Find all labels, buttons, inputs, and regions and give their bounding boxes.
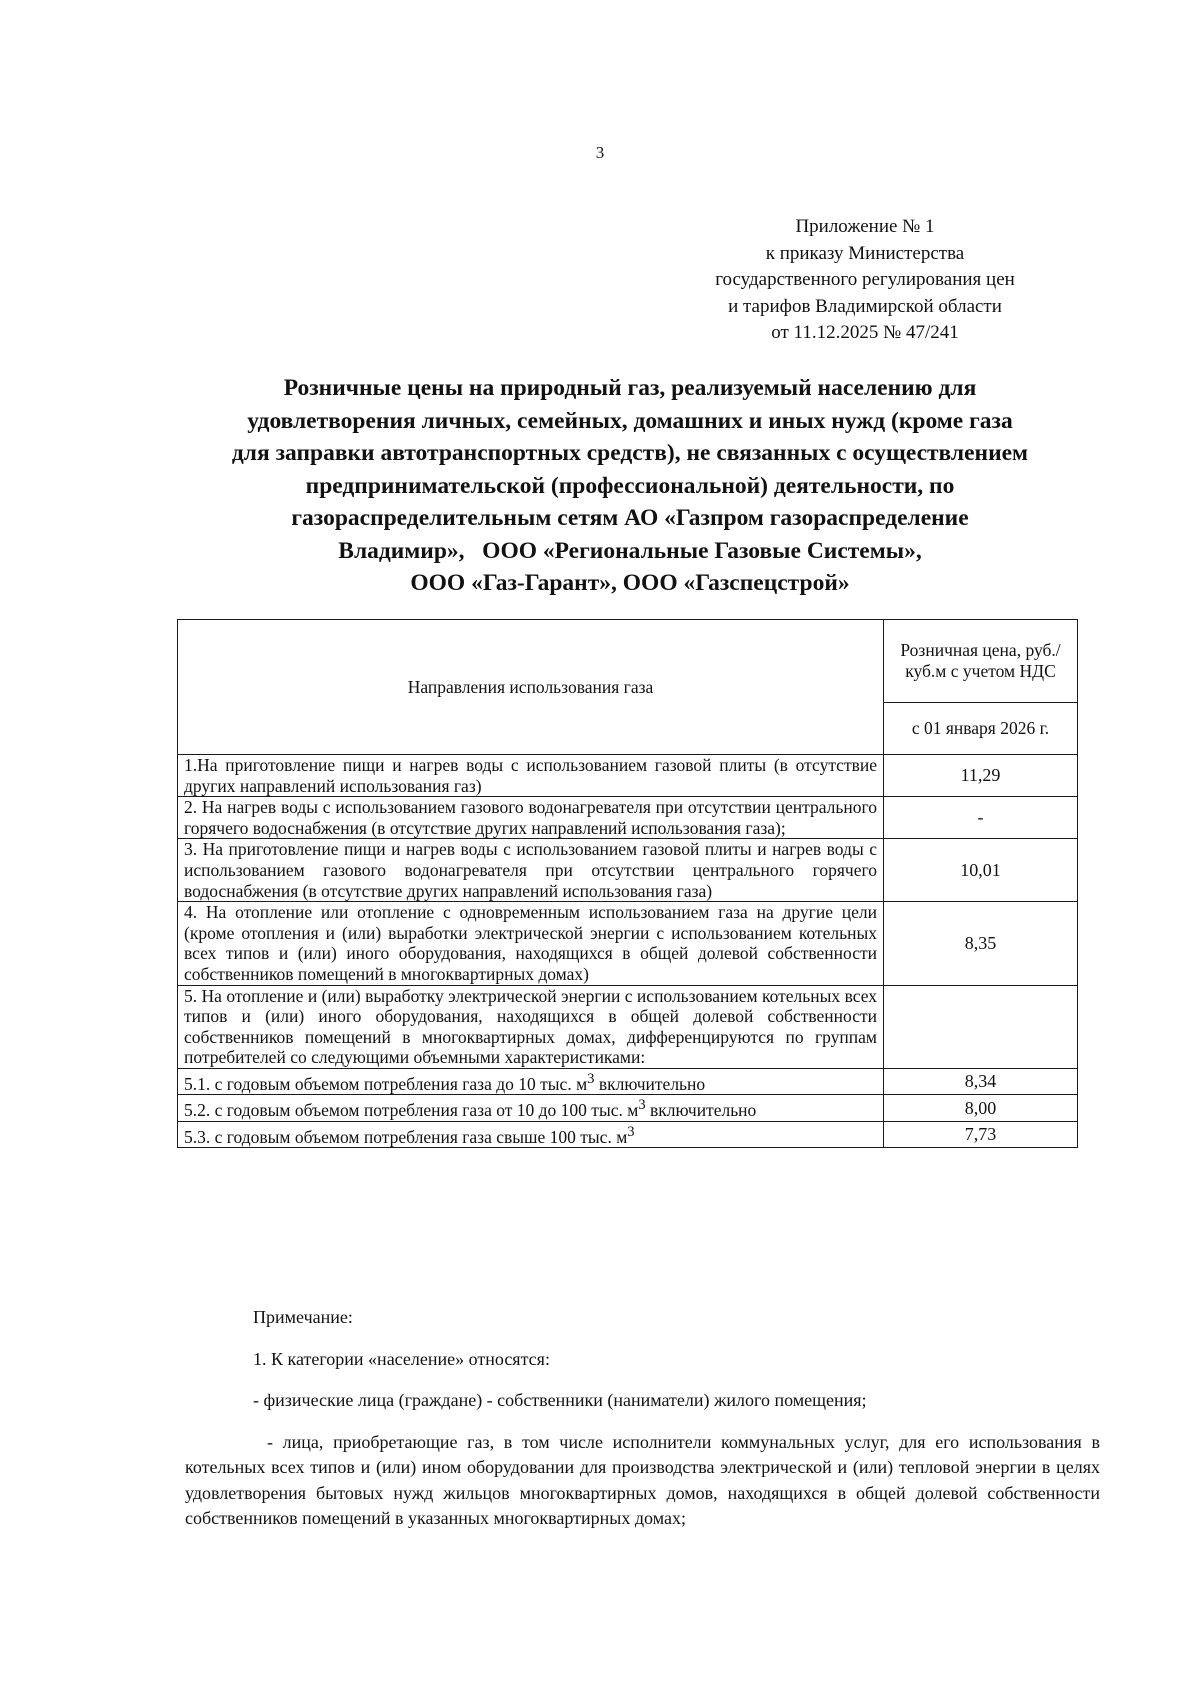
header-date: с 01 января 2026 г. — [884, 703, 1078, 755]
title-line: для заправки автотранспортных средств), не связанных с осуществлением — [231, 440, 1029, 466]
title-line: газораспределительным сетям АО «Газпром газораспределение — [291, 505, 969, 531]
tariff-table — [177, 619, 1078, 1148]
row-value: 8,34 — [884, 1068, 1078, 1094]
row-label: 5. На отопление и (или) выработку электрической энергии с использованием котельных всех типов и (или) иного оборудования, находящихся в общей долевой собственности собственников помещений в многоквартирных домах, дифференцируются по группам потребителей со следующими объемными характеристиками: — [178, 985, 884, 1068]
table-row — [178, 797, 1078, 839]
page-number: 3 — [595, 143, 605, 162]
table-row — [178, 839, 1078, 902]
subrow-label — [178, 1068, 884, 1094]
row-value: 7,73 — [884, 1121, 1078, 1147]
row-label: 1.На приготовление пищи и нагрев воды с использованием газовой плиты (в отсутствие других направлений использования газ) — [178, 755, 884, 797]
appendix-line: и тарифов Владимирской области — [728, 295, 1002, 317]
appendix-line: к приказу Министерства — [765, 242, 965, 264]
table-row — [178, 902, 1078, 985]
table-row — [178, 985, 1078, 1068]
note-item: 1. К категории «население» относятся: — [253, 1348, 550, 1369]
subrow-label — [178, 1095, 884, 1121]
note-item: - лица, приобретающие газ, в том числе исполнители коммунальных услуг, для его использования в котельных всех типов и (или) ином оборудовании для производства электрической и (или) тепловой энергии в целях удовлетворения бытовых нужд жильцов многоквартирных домов, находящихся в общей долевой собственности собственников помещений в указанных многоквартирных домах; — [185, 1431, 1100, 1528]
row-label: 3. На приготовление пищи и нагрев воды с использованием газовой плиты и нагрев воды с использованием газового водонагревателя при отсутствии центрального горячего водоснабжения (в отсутствие других направлений использования газа) — [178, 839, 884, 902]
row-value — [884, 985, 1078, 1068]
appendix-block — [700, 214, 1030, 347]
row-value: - — [884, 797, 1078, 839]
title-line: удовлетворения личных, семейных, домашних и иных нужд (кроме газа — [247, 407, 1013, 434]
row-value: 10,01 — [884, 839, 1078, 902]
row-value: 8,35 — [884, 902, 1078, 985]
table-row — [178, 1068, 1078, 1094]
title-line: Розничные цены на природный газ, реализуемый населению для — [283, 375, 977, 401]
superscript-3: 3 — [627, 1123, 635, 1140]
subrow-label-end: включительно — [594, 1073, 706, 1094]
document-title — [160, 372, 1100, 600]
table-row — [178, 1095, 1078, 1121]
subrow-label — [178, 1121, 884, 1147]
appendix-line: Приложение № 1 — [795, 216, 935, 237]
appendix-line: государственного регулирования цен — [715, 269, 1015, 290]
subrow-label-start: 5.3. с годовым объемом потребления газа свыше 100 тыс. м — [184, 1126, 628, 1147]
appendix-line: от 11.12.2025 № 47/241 — [771, 322, 959, 343]
row-value: 11,29 — [884, 755, 1078, 797]
title-line: предпринимательской (профессиональной) деятельности, по — [305, 472, 955, 499]
row-value: 8,00 — [884, 1095, 1078, 1121]
notes-heading: Примечание: — [253, 1307, 353, 1327]
superscript-3: 3 — [587, 1070, 595, 1087]
row-label: 2. На нагрев воды с использованием газового водонагревателя при отсутствии центрального горячего водоснабжения (в отсутствие других направлений использования газа); — [178, 797, 884, 839]
row-label: 4. На отопление или отопление с одновременным использованием газа на другие цели (кроме отопления и (или) выработки электрической энергии с использованием котельных всех типов и (или) иного оборудования, находящихся в общей долевой собственности собственников помещений в многоквартирных домах) — [178, 902, 884, 985]
subrow-label-end: включительно — [645, 1100, 757, 1121]
title-line: ООО «Газ-Гарант», ООО «Газспецстрой» — [410, 570, 850, 596]
header-direction: Направления использования газа — [178, 620, 884, 755]
superscript-3: 3 — [638, 1097, 646, 1114]
notes-section — [185, 1305, 1100, 1532]
table-row — [178, 1121, 1078, 1147]
title-line: Владимир», ООО «Региональные Газовые Системы», — [338, 537, 922, 564]
subrow-label-start: 5.1. с годовым объемом потребления газа до 10 тыс. м — [184, 1073, 588, 1094]
table-row — [178, 755, 1078, 797]
header-price: Розничная цена, руб./куб.м с учетом НДС — [884, 620, 1078, 703]
note-item: - физические лица (граждане) - собственники (наниматели) жилого помещения; — [253, 1390, 867, 1410]
subrow-label-start: 5.2. с годовым объемом потребления газа от 10 до 100 тыс. м — [184, 1100, 639, 1121]
table-header-row — [178, 620, 1078, 703]
